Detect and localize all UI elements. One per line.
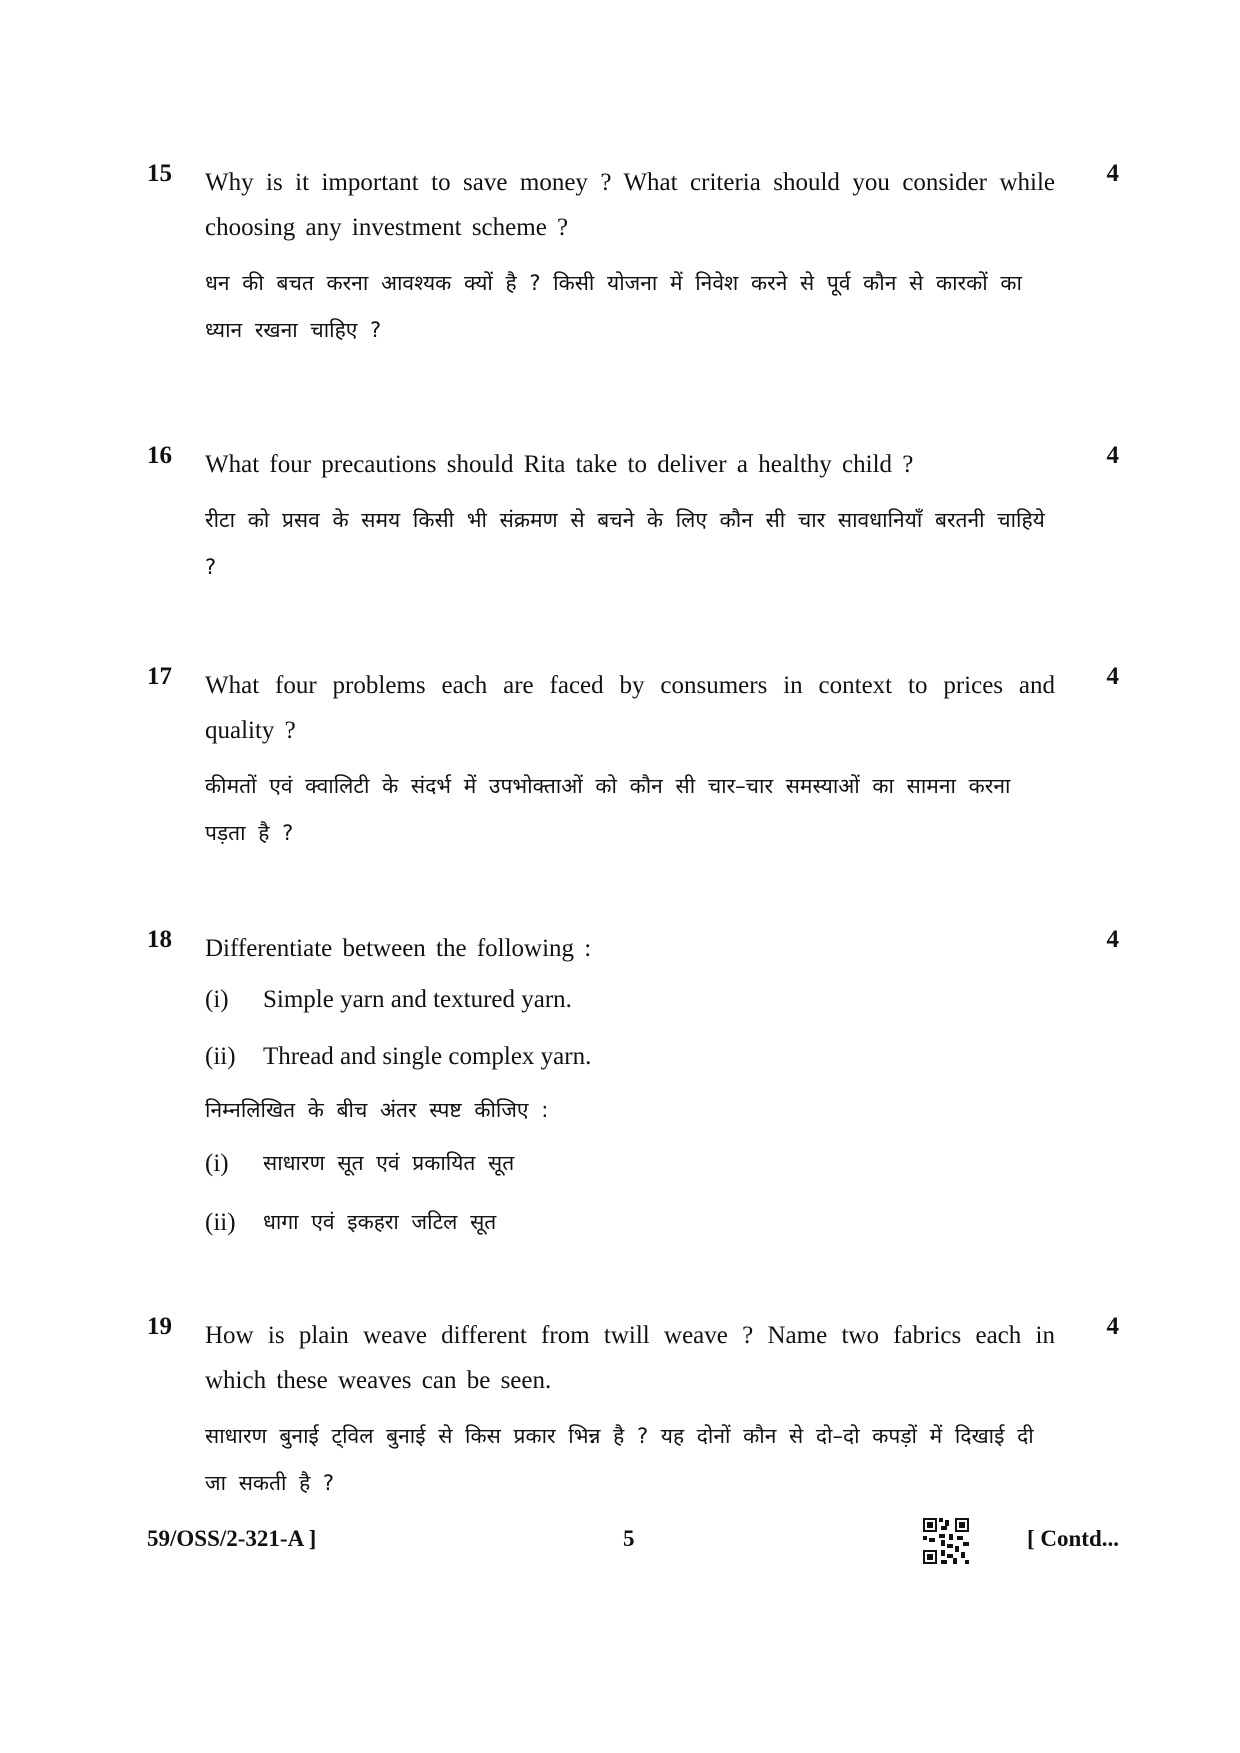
question-marks: 4 [1106,442,1119,469]
sub-item-hindi [205,1193,1055,1252]
question-text-hindi: धन की बचत करना आवश्यक क्यों है ? किसी योजना में निवेश करने से पूर्व कौन से कारकों का ध्यान रखना चाहिए ? [205,271,1022,342]
question-number: 17 [147,663,172,690]
sub-item-english [205,1028,1055,1085]
question-number: 16 [147,442,172,469]
page-footer [147,1518,1127,1558]
question-16 [147,442,1127,591]
question-text-hindi: निम्नलिखित के बीच अंतर स्पष्ट कीजिए : [205,1098,549,1122]
question-marks: 4 [1106,663,1119,690]
question-number: 18 [147,926,172,953]
question-15 [147,160,1127,354]
continued-label: [ Contd... [1026,1526,1119,1551]
sub-item-english [205,971,1055,1028]
sub-item-label: (i) [205,986,229,1013]
question-text-english: What four problems each are faced by consumers in context to prices and quality ? [205,672,1055,744]
sub-item-label: (ii) [205,1043,236,1070]
question-marks: 4 [1106,160,1119,187]
sub-item-text: Thread and single complex yarn. [263,1043,592,1070]
question-text-hindi: साधारण बुनाई ट्विल बुनाई से किस प्रकार भिन्न है ? यह दोनों कौन से दो–दो कपड़ों में दिखाई दी जा सकती है ? [205,1424,1034,1495]
qr-code-icon [923,1518,969,1564]
question-number: 15 [147,160,172,187]
question-text-hindi: कीमतों एवं क्वालिटी के संदर्भ में उपभोक्ताओं को कौन सी चार–चार समस्याओं का सामना करना पड़ता है ? [205,774,1011,845]
question-marks: 4 [1106,926,1119,953]
sub-item-text: साधारण सूत एवं प्रकायित सूत [263,1151,515,1175]
question-text-english: Why is it important to save money ? What criteria should you consider while choosing any investment scheme ? [205,169,1055,241]
paper-code: 59/OSS/2-321-A ] [147,1526,317,1551]
sub-item-label: (i) [205,1150,229,1177]
question-marks: 4 [1106,1313,1119,1340]
sub-item-hindi [205,1134,1055,1193]
question-17 [147,663,1127,857]
question-text-english: What four precautions should Rita take to deliver a healthy child ? [205,451,914,478]
sub-item-text: धागा एवं इकहरा जटिल सूत [263,1210,497,1234]
question-text-english: How is plain weave different from twill weave ? Name two fabrics each in which these weaves can be seen. [205,1322,1055,1394]
sub-item-label: (ii) [205,1209,236,1236]
question-19 [147,1313,1127,1507]
page-number: 5 [623,1526,635,1551]
sub-item-text: Simple yarn and textured yarn. [263,986,572,1013]
question-text-english: Differentiate between the following : [205,935,592,962]
question-number: 19 [147,1313,172,1340]
question-18 [147,926,1127,1252]
question-text-hindi: रीटा को प्रसव के समय किसी भी संक्रमण से बचने के लिए कौन सी चार सावधानियाँ बरतनी चाहिये ? [205,508,1045,579]
